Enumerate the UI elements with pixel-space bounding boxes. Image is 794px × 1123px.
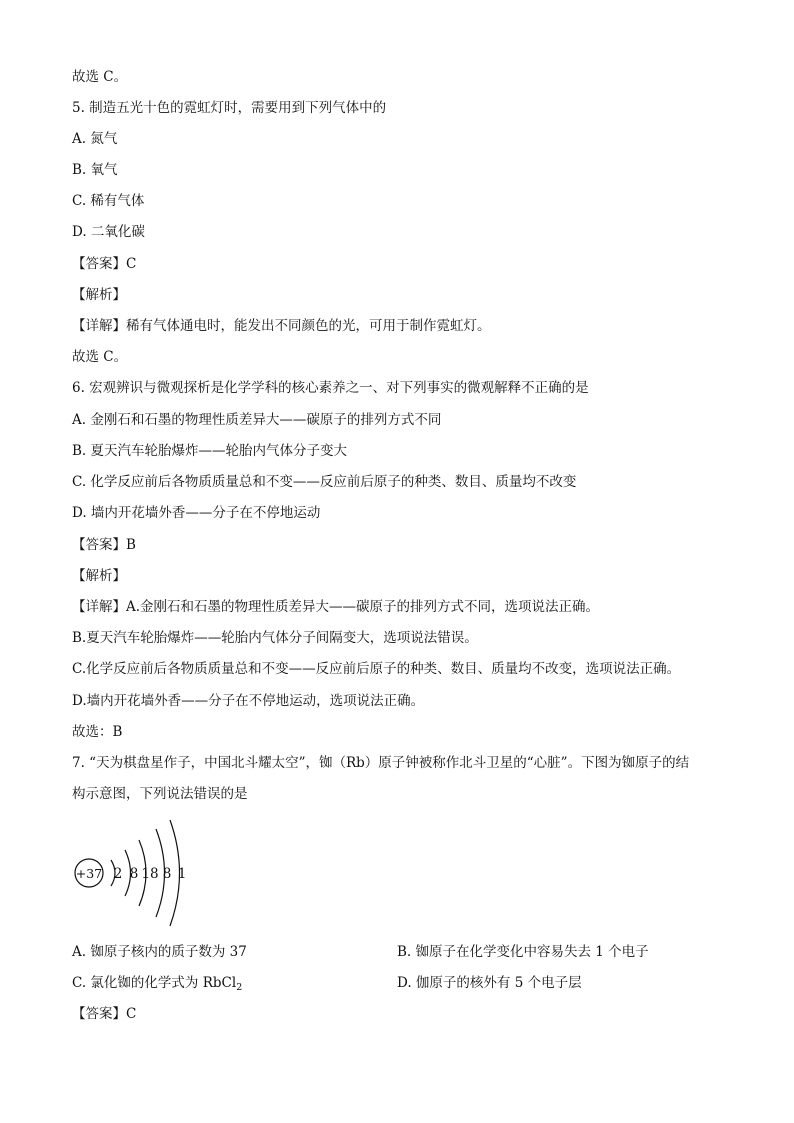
shell-2-electrons: 8 — [129, 866, 139, 882]
q5-conclusion: 故选 C。 — [72, 349, 128, 365]
q7-answer: 【答案】C — [72, 1006, 137, 1022]
q5-option-c: C. 稀有气体 — [72, 193, 145, 209]
q6-answer: 【答案】B — [72, 537, 136, 553]
q7-option-c — [72, 974, 242, 994]
q7-stem-line-2: 构示意图，下列说法错误的是 — [72, 786, 248, 802]
q7-option-b: B. 铷原子在化学变化中容易失去 1 个电子 — [397, 944, 649, 960]
nucleus-charge: +37 — [75, 866, 103, 881]
q4-conclusion: 故选 C。 — [72, 69, 128, 85]
q7-option-c-subscript: 2 — [236, 982, 243, 993]
q6-analysis-heading: 【解析】 — [72, 568, 126, 584]
q6-option-a: A. 金刚石和石墨的物理性质差异大——碳原子的排列方式不同 — [72, 412, 442, 428]
q6-detail-c: C.化学反应前后各物质质量总和不变——反应前后原子的种类、数目、质量均不改变，选项说法正确。 — [72, 661, 681, 677]
q7-stem-line-1: 7. “天为棋盘星作子，中国北斗耀太空”，铷（Rb）原子钟被称作北斗卫星的“心脏”。下图为铷原子的结 — [72, 755, 690, 771]
q6-option-b: B. 夏天汽车轮胎爆炸——轮胎内气体分子变大 — [72, 443, 348, 459]
q7-option-c-text: C. 氯化铷的化学式为 RbCl — [72, 975, 237, 991]
shell-3-electrons: 18 — [141, 866, 159, 882]
shell-1-electrons: 2 — [113, 866, 123, 882]
q5-stem: 5. 制造五光十色的霓虹灯时，需要用到下列气体中的 — [72, 100, 387, 116]
q7-option-d: D. 伽原子的核外有 5 个电子层 — [397, 975, 582, 991]
q6-conclusion: 故选：B — [72, 724, 123, 740]
q6-detail-b: B.夏天汽车轮胎爆炸——轮胎内气体分子间隔变大，选项说法错误。 — [72, 630, 478, 646]
rubidium-atom-structure-diagram — [72, 812, 202, 934]
shell-5-electrons: 1 — [177, 866, 187, 882]
q6-option-d: D. 墙内开花墙外香——分子在不停地运动 — [72, 505, 321, 521]
q5-answer: 【答案】C — [72, 256, 137, 272]
q5-option-d: D. 二氧化碳 — [72, 224, 145, 240]
q5-option-b: B. 氧气 — [72, 162, 118, 178]
q5-option-a: A. 氮气 — [72, 131, 118, 147]
q6-detail-d: D.墙内开花墙外香——分子在不停地运动，选项说法正确。 — [72, 693, 425, 709]
q6-detail-a: 【详解】A.金刚石和石墨的物理性质差异大——碳原子的排列方式不同，选项说法正确。 — [72, 599, 600, 615]
q5-analysis-heading: 【解析】 — [72, 287, 126, 303]
shell-4-electrons: 8 — [162, 866, 172, 882]
q7-option-a: A. 铷原子核内的质子数为 37 — [72, 944, 247, 960]
q6-option-c: C. 化学反应前后各物质质量总和不变——反应前后原子的种类、数目、质量均不改变 — [72, 474, 577, 490]
q5-detail: 【详解】稀有气体通电时，能发出不同颜色的光，可用于制作霓虹灯。 — [72, 318, 491, 334]
q6-stem: 6. 宏观辨识与微观探析是化学学科的核心素养之一、对下列事实的微观解释不正确的是 — [72, 380, 589, 396]
